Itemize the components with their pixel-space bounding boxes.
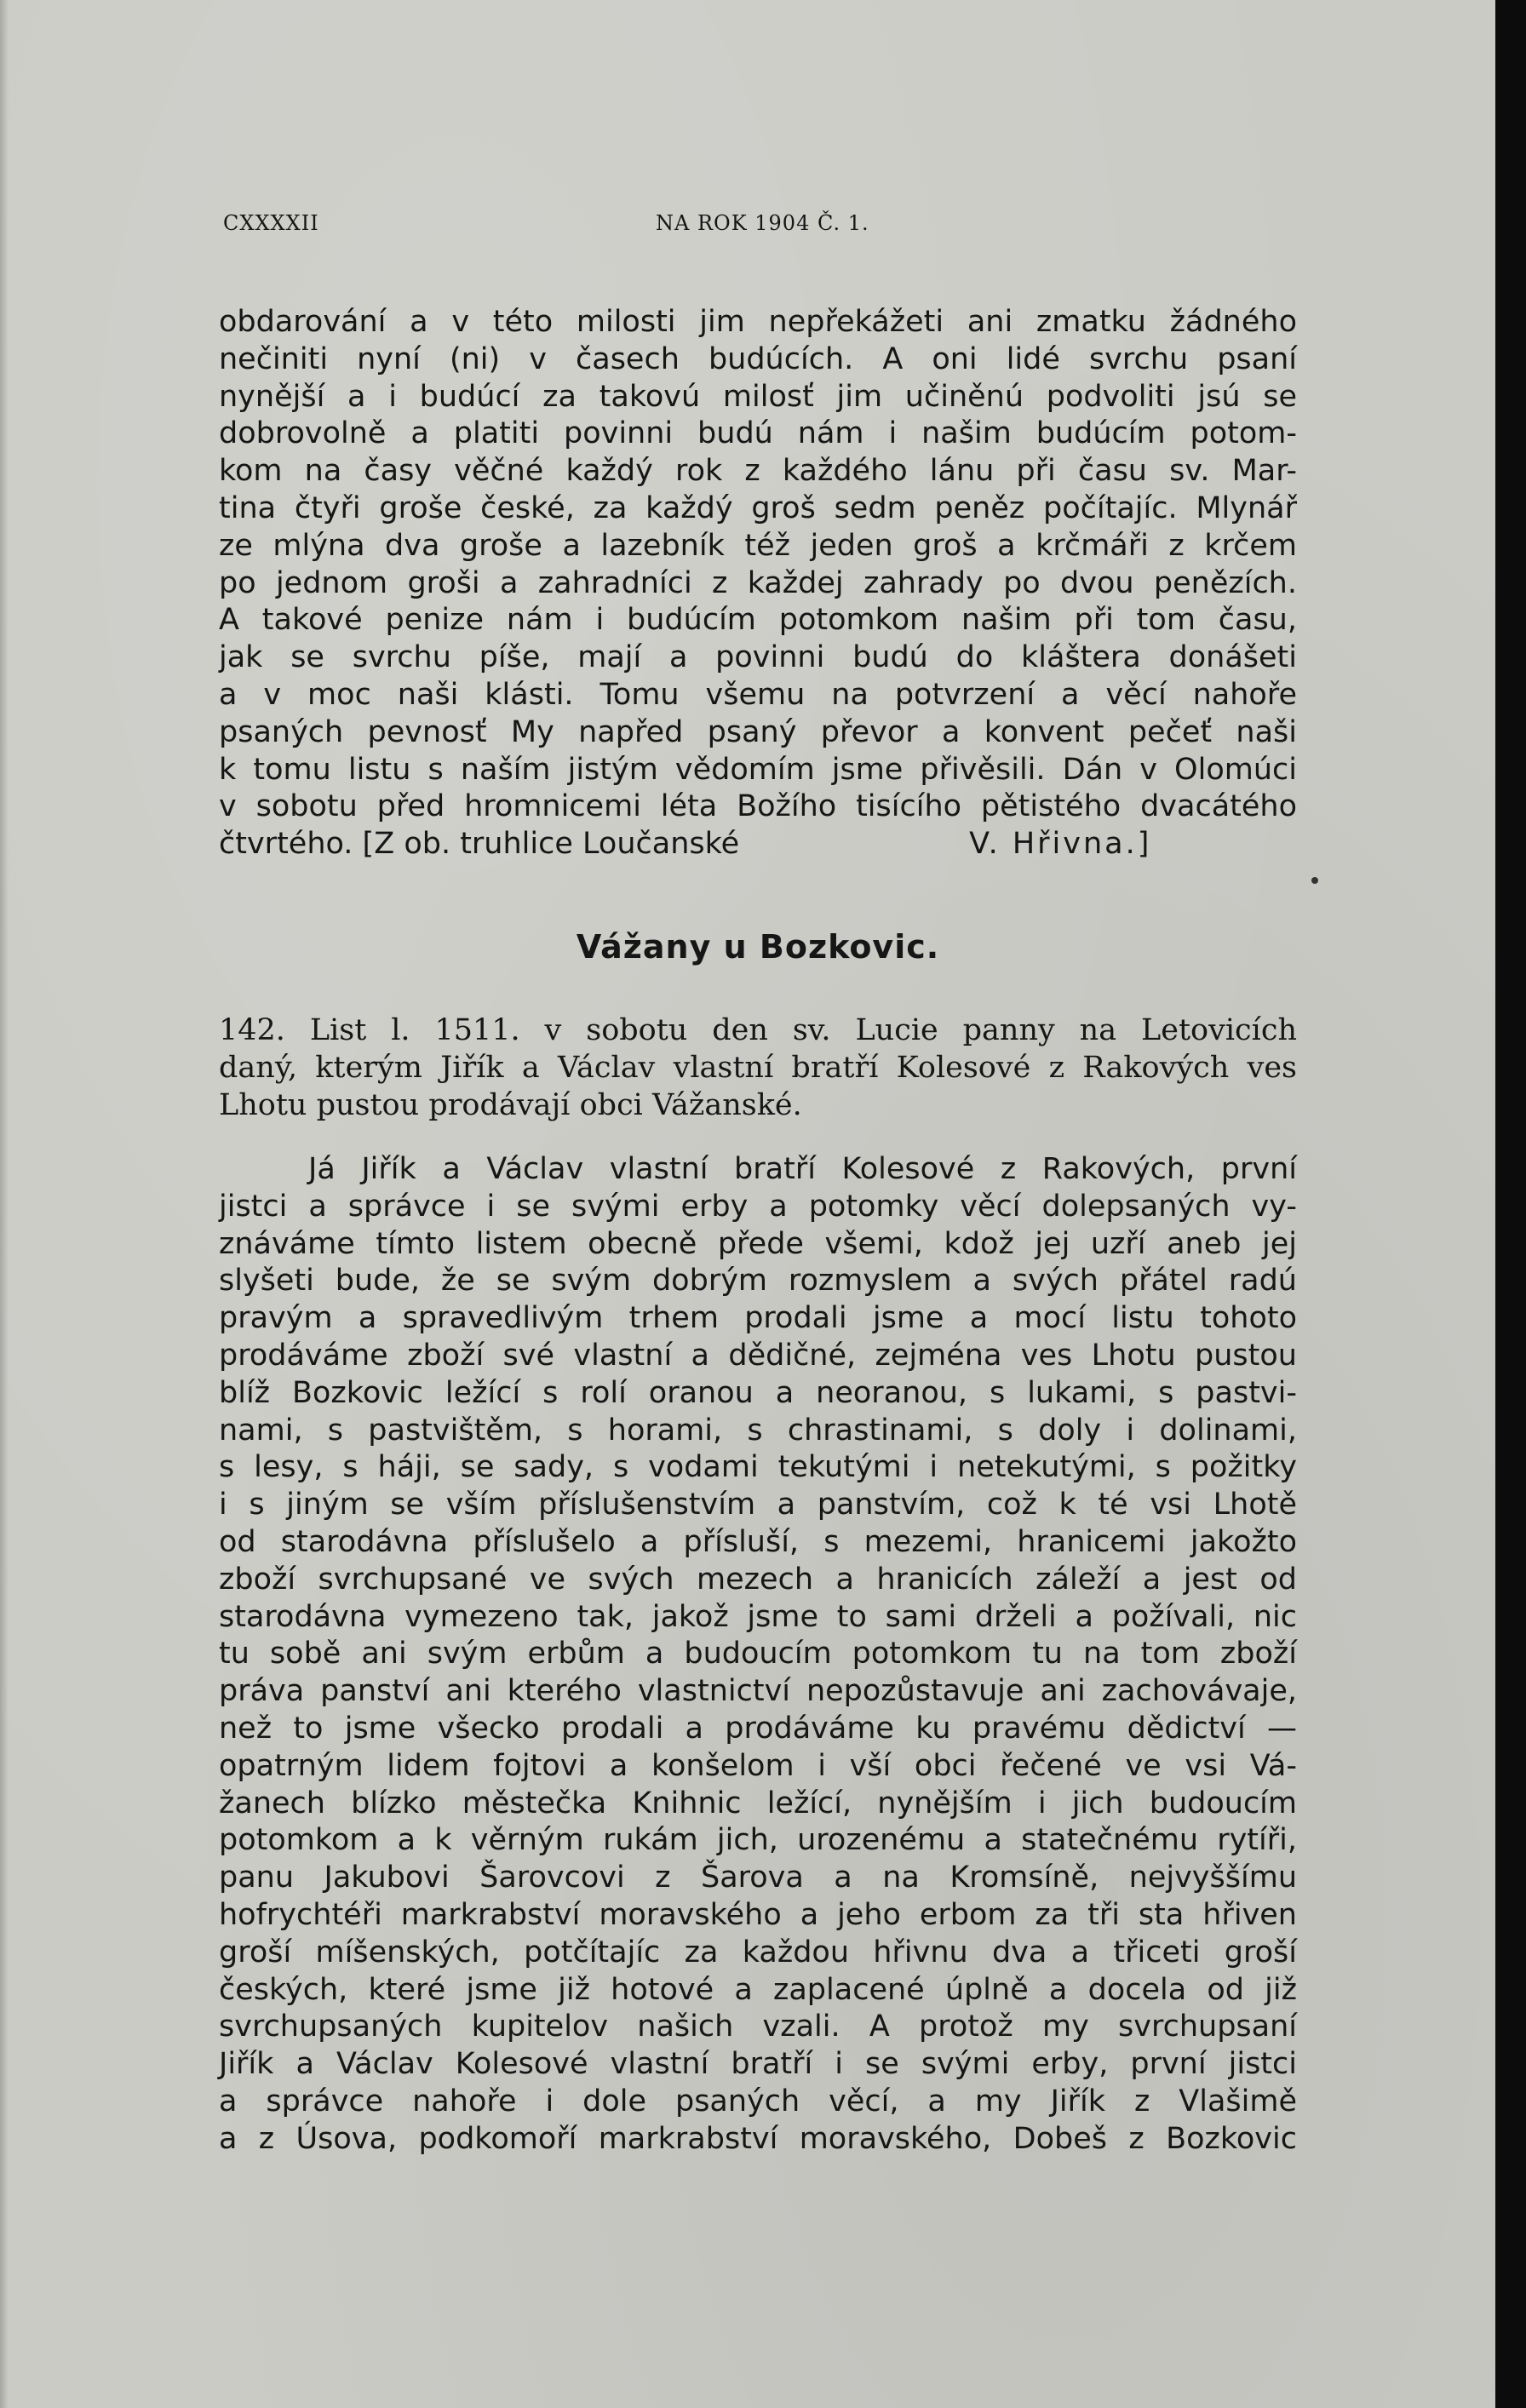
source-note: čtvrtého. [Z ob. truhlice Loučanské — [219, 827, 740, 862]
text-line: znáváme tímto listem obecně přede všemi, kdož jej uzří aneb jej — [219, 1226, 1297, 1261]
regest-line: 142. List l. 1511. v sobotu den sv. Lucie panny na Letovicích — [219, 1013, 1297, 1047]
text-line: jistci a správce i se svými erby a potomky věcí dolepsaných vy- — [219, 1189, 1297, 1224]
running-title: NA ROK 1904 Č. 1. — [656, 211, 869, 235]
page-number: CXXXXII — [223, 211, 319, 235]
text-line: A takové penize nám i budúcím potomkom našim při tom času, — [219, 603, 1297, 638]
text-line: nečiniti nyní (ni) v časech budúcích. A oni lidé svrchu psaní — [219, 341, 1297, 376]
document-body — [219, 1151, 1297, 2159]
text-line: po jednom groši a zahradníci z každej zahrady po dvou penězích. — [219, 565, 1297, 600]
text-line: práva panství ani kterého vlastnictví nepozůstavuje ani zachovávaje, — [219, 1674, 1297, 1709]
regest-line: daný, kterým Jiřík a Václav vlastní bratří Kolesové z Rakových ves — [219, 1051, 1297, 1085]
text-line: v sobotu před hromnicemi léta Božího tisícího pětistého dvacátého — [219, 789, 1297, 824]
text-line: dobrovolně a platiti povinni budú nám i našim budúcím potom- — [219, 416, 1297, 451]
text-line: kom na časy věčné každý rok z každého lánu při času sv. Mar- — [219, 454, 1297, 489]
text-line: pravým a spravedlivým trhem prodali jsme a mocí listu tohoto — [219, 1301, 1297, 1336]
section-heading: Vážany u Bozkovic. — [576, 928, 940, 966]
text-line: obdarování a v této milosti jim nepřekážeti ani zmatku žádného — [219, 305, 1297, 339]
text-line: starodávna vymezeno tak, jakož jsme to sami drželi a požívali, nic — [219, 1599, 1297, 1634]
document-regest — [219, 1012, 1297, 1124]
text-line: s lesy, s háji, se sady, s vodami tekutými i netekutými, s požitky — [219, 1450, 1297, 1485]
scan-right-edge — [1495, 0, 1526, 2408]
text-line: než to jsme všecko prodali a prodáváme ku pravému dědictví — — [219, 1711, 1297, 1746]
text-line: psaných pevnosť My napřed psaný převor a konvent pečeť naši — [219, 714, 1297, 749]
text-line: i s jiným se vším příslušenstvím a panstvím, což k té vsi Lhotě — [219, 1488, 1297, 1522]
paragraph-continuation — [219, 304, 1297, 863]
text-line: blíž Bozkovic ležící s rolí oranou a neoranou, s lukami, s pastvi- — [219, 1375, 1297, 1410]
text-line: k tomu listu s naším jistým vědomím jsme přivěsili. Dán v Olomúci — [219, 752, 1297, 787]
signoff-line — [219, 826, 1297, 863]
text-line: a z Úsova, podkomoří markrabství moravského, Dobeš z Bozkovic — [219, 2121, 1297, 2156]
text-line: svrchupsaných kupitelov našich vzali. A protož my svrchupsaní — [219, 2010, 1297, 2044]
text-line: od starodávna příslušelo a přísluší, s mezemi, hranicemi jakožto — [219, 1524, 1297, 1559]
text-line: žanech blízko městečka Knihnic ležící, nynějším i jich budoucím — [219, 1786, 1297, 1820]
editor-signature: V. Hřivna.] — [969, 827, 1152, 862]
text-line: zboží svrchupsané ve svých mezech a hranicích záleží a jest od — [219, 1562, 1297, 1597]
text-line: českých, které jsme již hotové a zaplacené úplně a docela od již — [219, 1972, 1297, 2007]
text-line: jak se svrchu píše, mají a povinni budú do kláštera donášeti — [219, 640, 1297, 675]
text-line: prodáváme zboží své vlastní a dědičné, zejména ves Lhotu pustou — [219, 1338, 1297, 1373]
text-line: nynější a i budúcí za takovú milosť jim učiněnú podvoliti jsú se — [219, 379, 1297, 414]
text-line: ze mlýna dva groše a lazebník též jeden groš a krčmáři z krčem — [219, 528, 1297, 563]
regest-line: Lhotu pustou prodávají obci Vážanské. — [219, 1088, 802, 1122]
page-header — [223, 211, 1301, 238]
text-line: a správce nahoře i dole psaných věcí, a my Jiřík z Vlašimě — [219, 2084, 1297, 2118]
speck-mark — [1311, 877, 1318, 884]
text-line: slyšeti bude, že se svým dobrým rozmyslem a svých přátel radú — [219, 1264, 1297, 1299]
text-line: groší míšenských, potčítajíc za každou hřivnu dva a třiceti groší — [219, 1935, 1297, 1969]
text-line: Jiřík a Václav Kolesové vlastní bratří i se svými erby, první jistci — [219, 2047, 1297, 2082]
text-line: hofrychtéři markrabství moravského a jeho erbom za tři sta hřiven — [219, 1897, 1297, 1932]
text-line: panu Jakubovi Šarovcovi z Šarova a na Kromsíně, nejvyššímu — [219, 1860, 1297, 1895]
text-line: Já Jiřík a Václav vlastní bratří Kolesové z Rakových, první — [308, 1152, 1297, 1186]
text-line: potomkom a k věrným rukám jich, urozenému a statečnému rytíři, — [219, 1823, 1297, 1858]
text-line: opatrným lidem fojtovi a konšelom i vší obci řečené ve vsi Vá- — [219, 1748, 1297, 1783]
text-line: tina čtyři groše české, za každý groš sedm peněz počítajíc. Mlynář — [219, 490, 1297, 525]
text-line: a v moc naši klásti. Tomu všemu na potvrzení a věcí nahoře — [219, 677, 1297, 712]
scan-left-shadow — [0, 0, 9, 2408]
text-line: nami, s pastvištěm, s horami, s chrastinami, s doly i dolinami, — [219, 1413, 1297, 1448]
text-line: tu sobě ani svým erbům a budoucím potomkom tu na tom zboží — [219, 1637, 1297, 1671]
